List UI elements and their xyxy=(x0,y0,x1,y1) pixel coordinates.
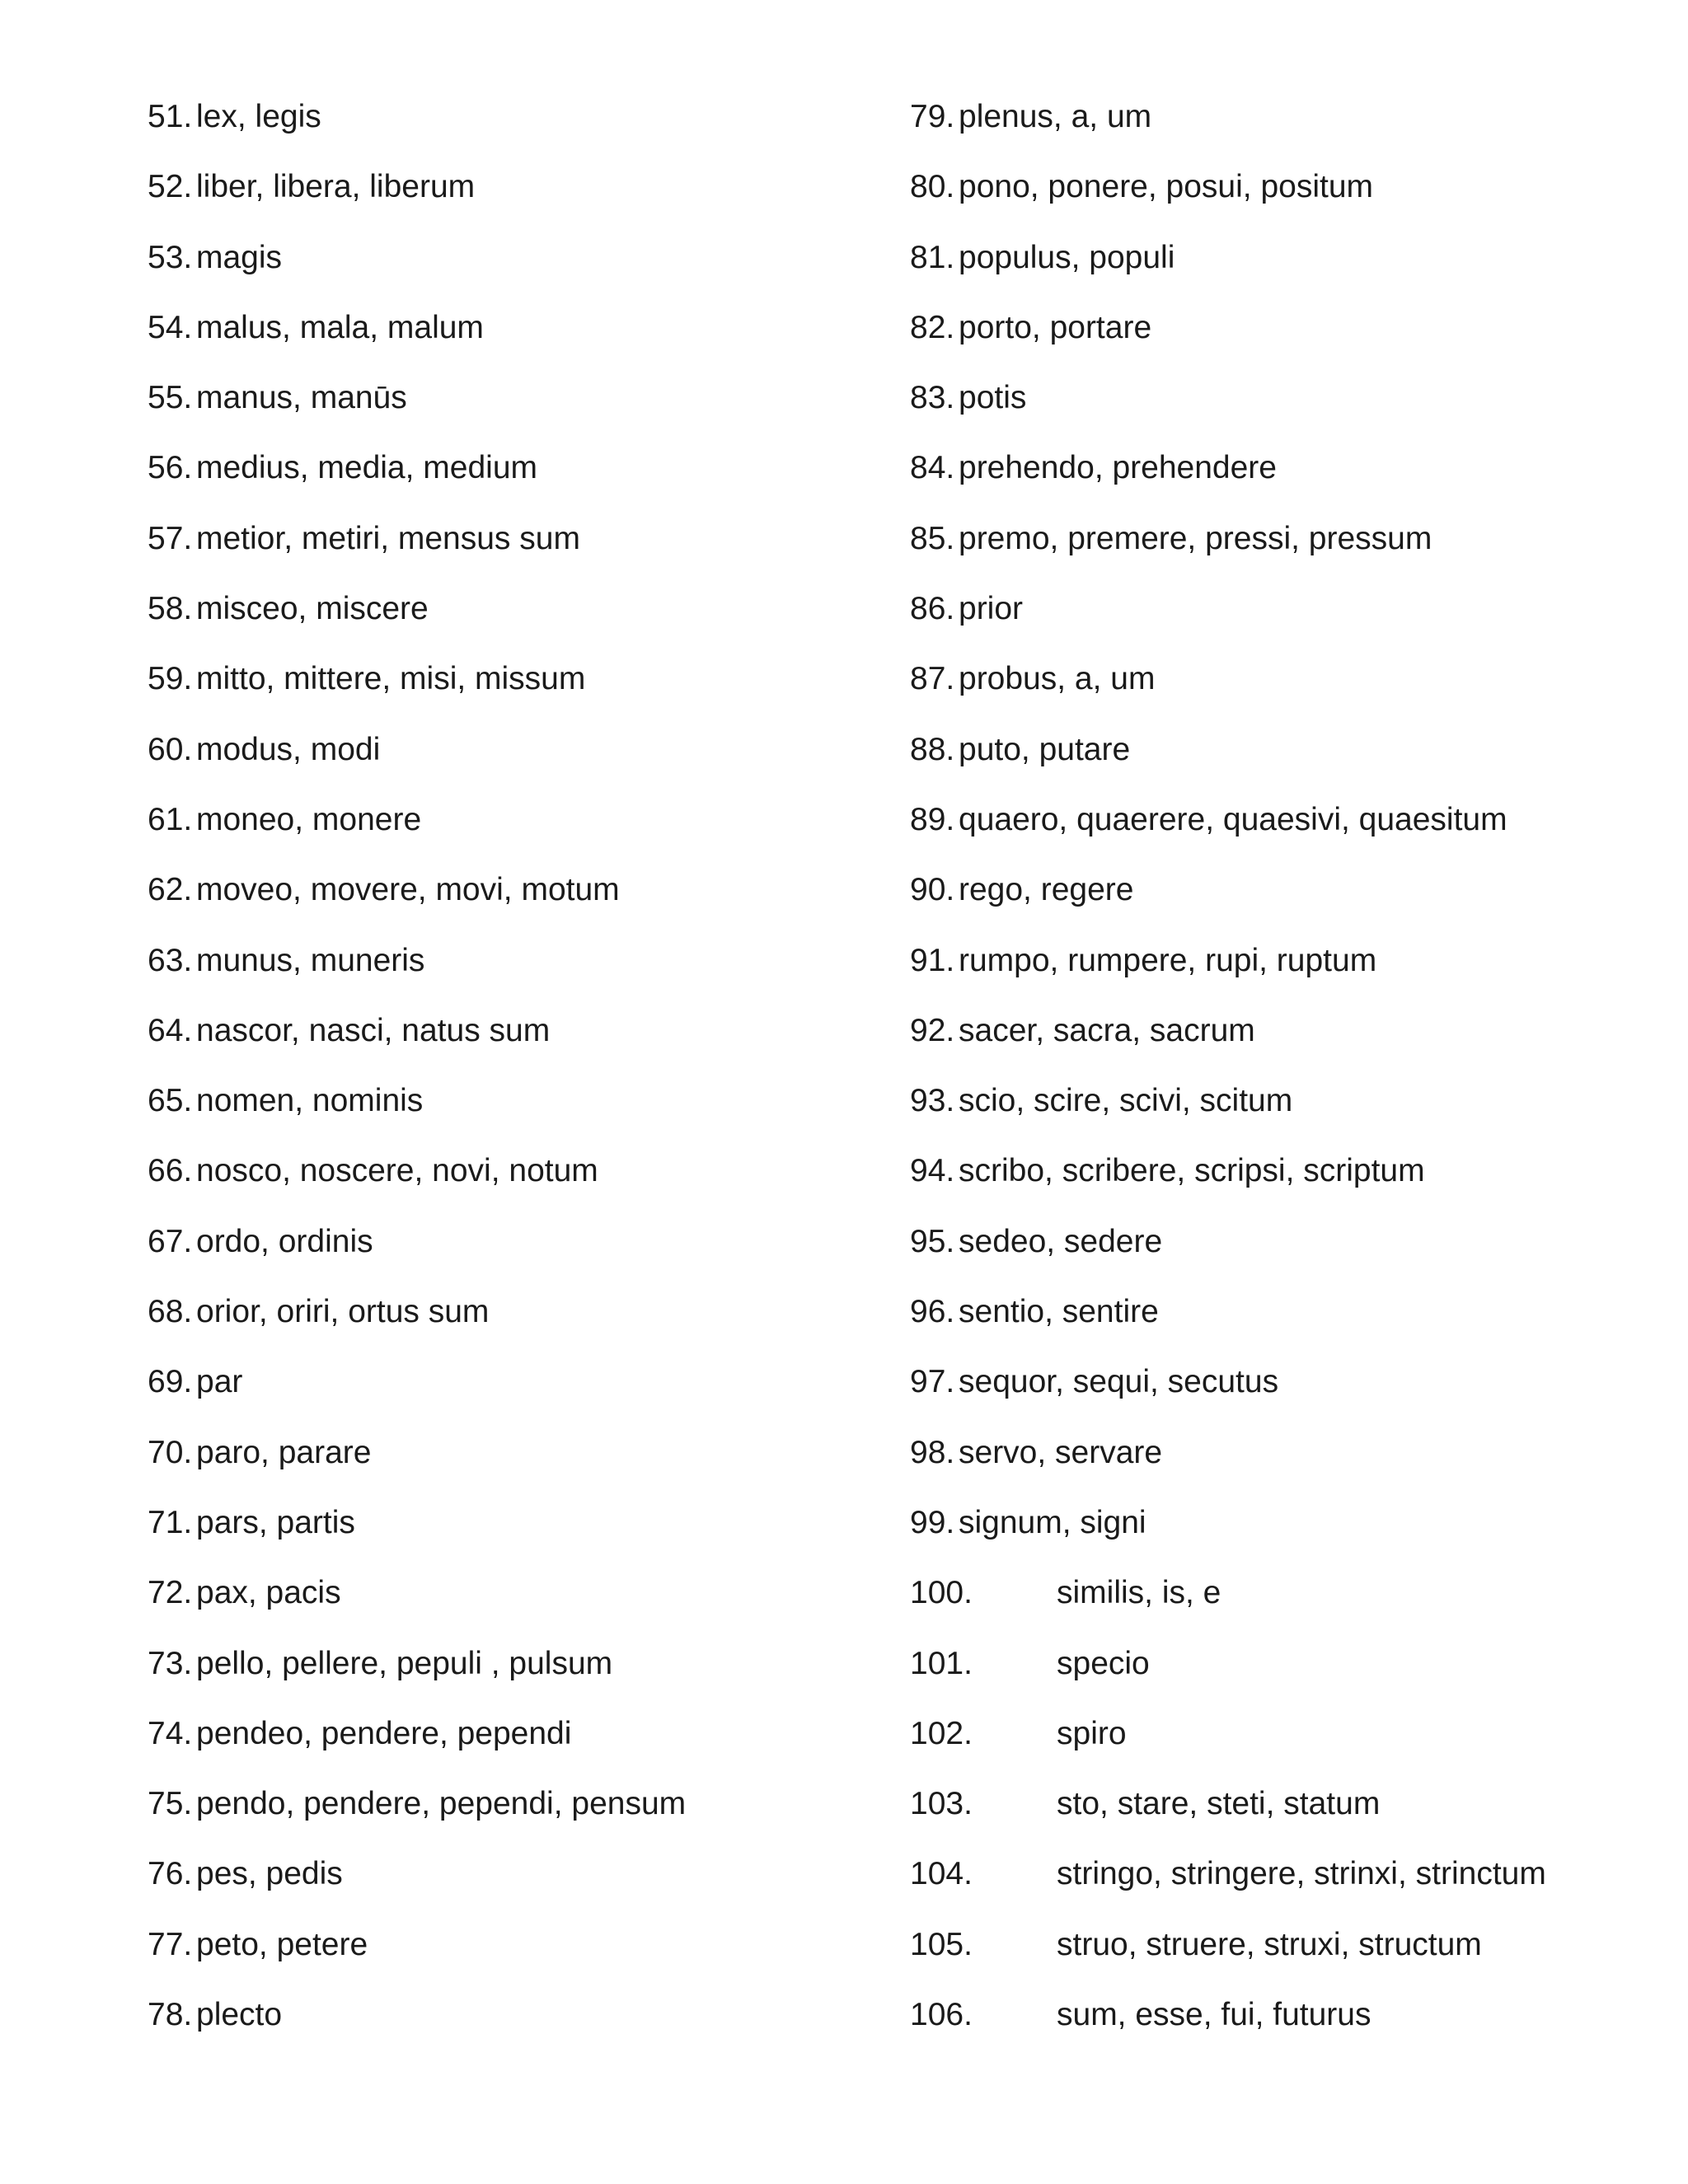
vocab-entry xyxy=(148,1217,873,1287)
entry-number: 99. xyxy=(910,1504,955,1540)
entry-number: 96. xyxy=(910,1294,955,1330)
entry-number: 90. xyxy=(910,872,955,908)
vocab-entry xyxy=(148,1076,873,1146)
vocab-list-right xyxy=(910,92,1652,2060)
entry-number: 106. xyxy=(910,1997,973,2033)
vocab-entry xyxy=(910,1006,1652,1076)
vocab-entry xyxy=(148,1920,873,1990)
vocab-entry xyxy=(148,1146,873,1216)
entry-number: 86. xyxy=(910,591,955,627)
vocab-entry xyxy=(148,373,873,443)
entry-number: 84. xyxy=(910,450,955,486)
vocab-entry xyxy=(910,1287,1652,1357)
entry-number: 51. xyxy=(148,99,193,134)
entry-number: 73. xyxy=(148,1645,193,1681)
entry-word: pars, partis xyxy=(196,1504,355,1540)
vocab-entry xyxy=(910,1568,1652,1638)
entry-word: lex, legis xyxy=(196,99,321,134)
entry-word: magis xyxy=(196,239,283,275)
entry-number: 98. xyxy=(910,1434,955,1470)
entry-number: 60. xyxy=(148,731,193,767)
vocab-entry xyxy=(148,936,873,1006)
entry-number: 54. xyxy=(148,309,193,345)
vocab-entry xyxy=(910,1357,1652,1427)
entry-word: sum, esse, fui, futurus xyxy=(1057,1997,1372,2033)
entry-number: 52. xyxy=(148,169,193,205)
entry-word: moneo, monere xyxy=(196,801,422,837)
entry-word: pendeo, pendere, pependi xyxy=(196,1715,572,1751)
vocab-entry xyxy=(910,865,1652,935)
vocab-entry xyxy=(148,1287,873,1357)
entry-word: malus, mala, malum xyxy=(196,309,484,345)
entry-word: par xyxy=(196,1364,243,1400)
entry-word: plenus, a, um xyxy=(959,99,1152,134)
entry-number: 67. xyxy=(148,1223,193,1259)
vocab-entry xyxy=(148,1498,873,1568)
entry-number: 91. xyxy=(910,942,955,978)
vocab-list-left xyxy=(148,92,873,2060)
vocab-entry xyxy=(910,1849,1652,1919)
vocab-entry xyxy=(910,1709,1652,1779)
entry-number: 102. xyxy=(910,1715,973,1751)
entry-word: sequor, sequi, secutus xyxy=(959,1364,1279,1400)
entry-word: sacer, sacra, sacrum xyxy=(959,1012,1255,1048)
entry-number: 78. xyxy=(148,1997,193,2033)
vocab-entry xyxy=(910,584,1652,654)
entry-number: 100. xyxy=(910,1575,973,1611)
entry-number: 59. xyxy=(148,661,193,697)
vocab-entry xyxy=(148,1428,873,1498)
entry-number: 65. xyxy=(148,1083,193,1119)
vocab-entry xyxy=(148,514,873,584)
vocab-entry xyxy=(910,1990,1652,2060)
entry-word: servo, servare xyxy=(959,1434,1163,1470)
entry-number: 57. xyxy=(148,520,193,556)
entry-word: quaero, quaerere, quaesivi, quaesitum xyxy=(959,801,1507,837)
vocab-entry xyxy=(910,443,1652,513)
entry-number: 66. xyxy=(148,1153,193,1189)
entry-word: scribo, scribere, scripsi, scriptum xyxy=(959,1153,1425,1189)
entry-word: manus, manūs xyxy=(196,380,407,416)
entry-number: 87. xyxy=(910,661,955,697)
entry-word: porto, portare xyxy=(959,309,1152,345)
entry-word: munus, muneris xyxy=(196,942,425,978)
entry-number: 104. xyxy=(910,1856,973,1892)
vocab-entry xyxy=(148,1990,873,2060)
vocab-entry xyxy=(910,303,1652,373)
vocab-entry xyxy=(910,1498,1652,1568)
entry-word: puto, putare xyxy=(959,731,1131,767)
entry-word: nosco, noscere, novi, notum xyxy=(196,1153,598,1189)
vocab-entry xyxy=(910,1428,1652,1498)
entry-word: populus, populi xyxy=(959,239,1175,275)
entry-number: 56. xyxy=(148,450,193,486)
vocab-entry xyxy=(910,1920,1652,1990)
entry-word: prior xyxy=(959,591,1024,627)
entry-number: 92. xyxy=(910,1012,955,1048)
entry-word: mitto, mittere, misi, missum xyxy=(196,661,586,697)
entry-word: pello, pellere, pepuli , pulsum xyxy=(196,1645,613,1681)
entry-word: modus, modi xyxy=(196,731,381,767)
entry-number: 80. xyxy=(910,169,955,205)
vocab-entry xyxy=(910,233,1652,303)
entry-number: 81. xyxy=(910,239,955,275)
entry-word: premo, premere, pressi, pressum xyxy=(959,520,1432,556)
vocab-entry xyxy=(910,1146,1652,1216)
entry-number: 89. xyxy=(910,801,955,837)
entry-word: sedeo, sedere xyxy=(959,1223,1163,1259)
entry-number: 105. xyxy=(910,1926,973,1962)
vocab-entry xyxy=(910,1779,1652,1849)
vocab-entry xyxy=(148,1357,873,1427)
entry-word: plecto xyxy=(196,1997,283,2033)
entry-word: pendo, pendere, pependi, pensum xyxy=(196,1786,687,1822)
entry-word: sto, stare, steti, statum xyxy=(1057,1786,1381,1822)
vocab-entry xyxy=(910,92,1652,162)
entry-number: 97. xyxy=(910,1364,955,1400)
entry-word: stringo, stringere, strinxi, strinctum xyxy=(1057,1856,1546,1892)
entry-number: 70. xyxy=(148,1434,193,1470)
entry-number: 101. xyxy=(910,1645,973,1681)
vocab-entry xyxy=(910,795,1652,865)
entry-word: specio xyxy=(1057,1645,1150,1681)
entry-number: 68. xyxy=(148,1294,193,1330)
entry-word: nascor, nasci, natus sum xyxy=(196,1012,551,1048)
vocab-entry xyxy=(148,795,873,865)
vocab-entry xyxy=(910,1076,1652,1146)
vocab-entry xyxy=(910,654,1652,724)
entry-word: potis xyxy=(959,380,1027,416)
entry-word: rumpo, rumpere, rupi, ruptum xyxy=(959,942,1377,978)
vocab-entry xyxy=(910,1639,1652,1709)
entry-word: paro, parare xyxy=(196,1434,372,1470)
vocab-entry xyxy=(148,233,873,303)
vocab-entry xyxy=(910,725,1652,795)
entry-number: 63. xyxy=(148,942,193,978)
vocab-entry xyxy=(910,1217,1652,1287)
entry-word: pes, pedis xyxy=(196,1856,343,1892)
entry-number: 71. xyxy=(148,1504,193,1540)
vocab-entry xyxy=(148,584,873,654)
entry-word: prehendo, prehendere xyxy=(959,450,1277,486)
entry-number: 62. xyxy=(148,872,193,908)
vocab-entry xyxy=(148,1006,873,1076)
entry-number: 83. xyxy=(910,380,955,416)
entry-word: scio, scire, scivi, scitum xyxy=(959,1083,1293,1119)
vocab-entry xyxy=(910,373,1652,443)
vocab-entry xyxy=(148,1709,873,1779)
entry-number: 82. xyxy=(910,309,955,345)
vocab-entry xyxy=(148,92,873,162)
entry-word: peto, petere xyxy=(196,1926,368,1962)
entry-number: 53. xyxy=(148,239,193,275)
entry-word: orior, oriri, ortus sum xyxy=(196,1294,490,1330)
entry-word: similis, is, e xyxy=(1057,1575,1221,1611)
vocab-entry xyxy=(148,725,873,795)
vocab-entry xyxy=(910,162,1652,232)
entry-number: 103. xyxy=(910,1786,973,1822)
entry-number: 77. xyxy=(148,1926,193,1962)
entry-word: liber, libera, liberum xyxy=(196,169,476,205)
vocab-entry xyxy=(148,1568,873,1638)
vocab-entry xyxy=(148,865,873,935)
entry-number: 93. xyxy=(910,1083,955,1119)
entry-word: pax, pacis xyxy=(196,1575,341,1611)
entry-word: nomen, nominis xyxy=(196,1083,424,1119)
entry-word: pono, ponere, posui, positum xyxy=(959,169,1374,205)
vocab-entry xyxy=(910,514,1652,584)
entry-word: metior, metiri, mensus sum xyxy=(196,520,580,556)
vocab-entry xyxy=(148,443,873,513)
vocab-entry xyxy=(148,1779,873,1849)
entry-number: 58. xyxy=(148,591,193,627)
entry-number: 64. xyxy=(148,1012,193,1048)
entry-word: spiro xyxy=(1057,1715,1127,1751)
entry-number: 85. xyxy=(910,520,955,556)
entry-word: rego, regere xyxy=(959,872,1134,908)
entry-number: 61. xyxy=(148,801,193,837)
entry-number: 76. xyxy=(148,1856,193,1892)
entry-number: 75. xyxy=(148,1786,193,1822)
entry-number: 74. xyxy=(148,1715,193,1751)
entry-number: 94. xyxy=(910,1153,955,1189)
vocab-entry xyxy=(148,162,873,232)
entry-word: probus, a, um xyxy=(959,661,1156,697)
entry-word: struo, struere, struxi, structum xyxy=(1057,1926,1482,1962)
entry-number: 88. xyxy=(910,731,955,767)
entry-number: 55. xyxy=(148,380,193,416)
entry-number: 72. xyxy=(148,1575,193,1611)
entry-word: sentio, sentire xyxy=(959,1294,1159,1330)
entry-word: medius, media, medium xyxy=(196,450,537,486)
entry-word: signum, signi xyxy=(959,1504,1146,1540)
entry-word: misceo, miscere xyxy=(196,591,429,627)
entry-word: moveo, movere, movi, motum xyxy=(196,872,620,908)
vocab-entry xyxy=(148,1849,873,1919)
entry-word: ordo, ordinis xyxy=(196,1223,373,1259)
vocab-entry xyxy=(148,654,873,724)
entry-number: 79. xyxy=(910,99,955,134)
vocab-entry xyxy=(148,303,873,373)
entry-number: 95. xyxy=(910,1223,955,1259)
entry-number: 69. xyxy=(148,1364,193,1400)
vocab-entry xyxy=(148,1639,873,1709)
vocab-entry xyxy=(910,936,1652,1006)
